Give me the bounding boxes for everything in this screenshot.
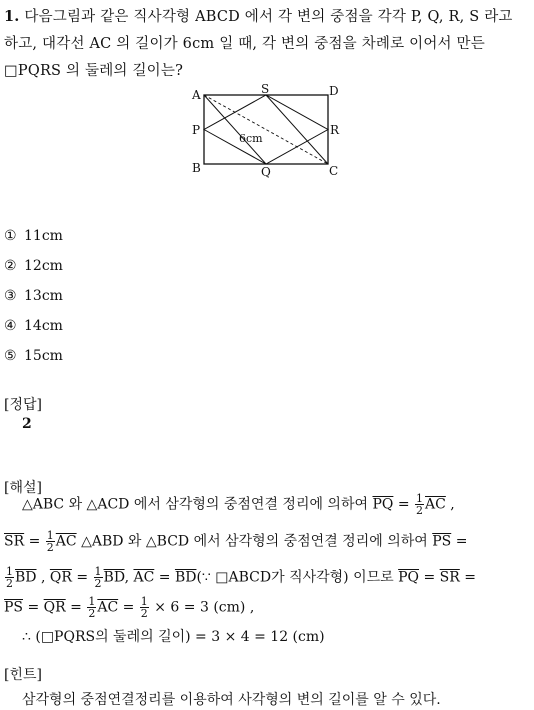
line-s-c [266, 95, 328, 164]
fraction-half: $\frac{1}{2}$ [416, 492, 424, 517]
explanation-text: △ABD 와 △BCD 에서 삼각형의 중점연결 정리에 의하여 [81, 533, 428, 550]
choice-mark: ⑤ [4, 348, 17, 364]
equals-sign: = [455, 533, 468, 550]
label-a: A [192, 88, 201, 102]
equals-sign: = [464, 569, 476, 586]
explanation-line-4 [4, 596, 254, 619]
question-text-1: 다음그림과 같은 직사각형 ABCD 에서 각 변의 중점을 각각 P, Q, R, S 라고 [24, 9, 513, 25]
explanation-heading: [해설] [4, 480, 42, 496]
choice-mark: ③ [4, 288, 17, 304]
choice-text: 13cm [24, 288, 63, 304]
explanation-line-3 [4, 566, 476, 589]
rectangle-abcd [204, 95, 328, 164]
choice-2[interactable] [4, 258, 63, 274]
segment-bd: $\overline{BD}$ [15, 569, 37, 586]
segment-ac: $\overline{AC}$ [133, 569, 155, 586]
segment-ac: $\overline{AC}$ [425, 496, 446, 513]
choice-4[interactable] [4, 318, 63, 334]
fraction-half: $\frac{1}{2}$ [88, 595, 96, 620]
choice-3[interactable] [4, 288, 63, 304]
label-d: D [329, 84, 339, 98]
segment-qr: $\overline{QR}$ [43, 599, 66, 616]
label-c: C [329, 164, 339, 178]
choice-text: 15cm [24, 348, 63, 364]
choice-text: 12cm [24, 258, 63, 274]
equals-sign: = [397, 496, 410, 513]
comma: , [40, 569, 46, 586]
quad-pqrs [204, 95, 328, 164]
length-label: 6cm [239, 132, 263, 145]
equals-sign: = [27, 599, 40, 616]
explanation-line-1 [22, 493, 455, 516]
line-a-q [204, 95, 266, 164]
label-p: P [192, 123, 201, 137]
explanation-text: △ABC 와 △ACD 에서 삼각형의 중점연결 정리에 의하여 [22, 496, 369, 513]
choice-text: 14cm [24, 318, 63, 334]
explanation-text: (∵ □ABCD가 직사각형) 이므로 [196, 569, 394, 586]
segment-sr: $\overline{SR}$ [439, 569, 460, 586]
equals-sign: = [70, 599, 82, 616]
label-b: B [192, 161, 201, 175]
choice-1[interactable] [4, 228, 63, 244]
segment-ps: $\overline{PS}$ [4, 599, 24, 616]
rectangle-figure [188, 82, 348, 182]
hint-heading: [힌트] [4, 667, 42, 683]
comma: , [124, 569, 130, 586]
explanation-text: × 6 = 3 (cm) , [154, 599, 255, 616]
segment-qr: $\overline{QR}$ [49, 569, 72, 586]
question-text-2: 하고, 대각선 AC 의 길이가 6cm 일 때, 각 변의 중점을 차례로 이어서 만든 [4, 36, 485, 52]
segment-pq: $\overline{PQ}$ [398, 569, 420, 586]
fraction-half: $\frac{1}{2}$ [46, 529, 54, 554]
explanation-conclusion: ∴ (□PQRS의 둘레의 길이) = 3 × 4 = 12 (cm) [22, 629, 325, 645]
segment-bd: $\overline{BD}$ [103, 569, 125, 586]
equals-sign: = [423, 569, 436, 586]
fraction-half: $\frac{1}{2}$ [94, 565, 102, 590]
choice-5[interactable] [4, 348, 63, 364]
label-s: S [261, 82, 270, 96]
diagonal-ac [204, 95, 328, 164]
answer-heading: [정답] [4, 397, 42, 413]
segment-bd: $\overline{BD}$ [174, 569, 197, 586]
fraction-half: $\frac{1}{2}$ [6, 565, 13, 590]
equals-sign: = [158, 569, 171, 586]
equals-sign: = [28, 533, 41, 550]
comma: , [450, 496, 455, 513]
answer-value: 2 [22, 416, 32, 432]
choice-mark: ② [4, 258, 17, 274]
segment-ps: $\overline{PS}$ [432, 533, 452, 550]
choice-text: 11cm [24, 228, 63, 244]
segment-pq: $\overline{PQ}$ [372, 496, 394, 513]
segment-ac: $\overline{AC}$ [55, 533, 77, 550]
fraction-half: $\frac{1}{2}$ [140, 595, 148, 620]
label-q: Q [261, 165, 271, 179]
question-text-3: □PQRS 의 둘레의 길이는? [4, 63, 184, 79]
segment-ac: $\overline{AC}$ [97, 599, 119, 616]
explanation-line-2 [4, 530, 467, 553]
equals-sign: = [122, 599, 135, 616]
label-r: R [330, 123, 340, 137]
choice-mark: ④ [4, 318, 17, 334]
hint-text: 삼각형의 중점연결정리를 이용하여 사각형의 변의 길이를 알 수 있다. [22, 692, 441, 708]
segment-sr: $\overline{SR}$ [4, 533, 25, 550]
question-number: 1. [4, 8, 20, 25]
equals-sign: = [76, 569, 89, 586]
choice-mark: ① [4, 228, 17, 244]
question-line-1 [4, 5, 513, 26]
